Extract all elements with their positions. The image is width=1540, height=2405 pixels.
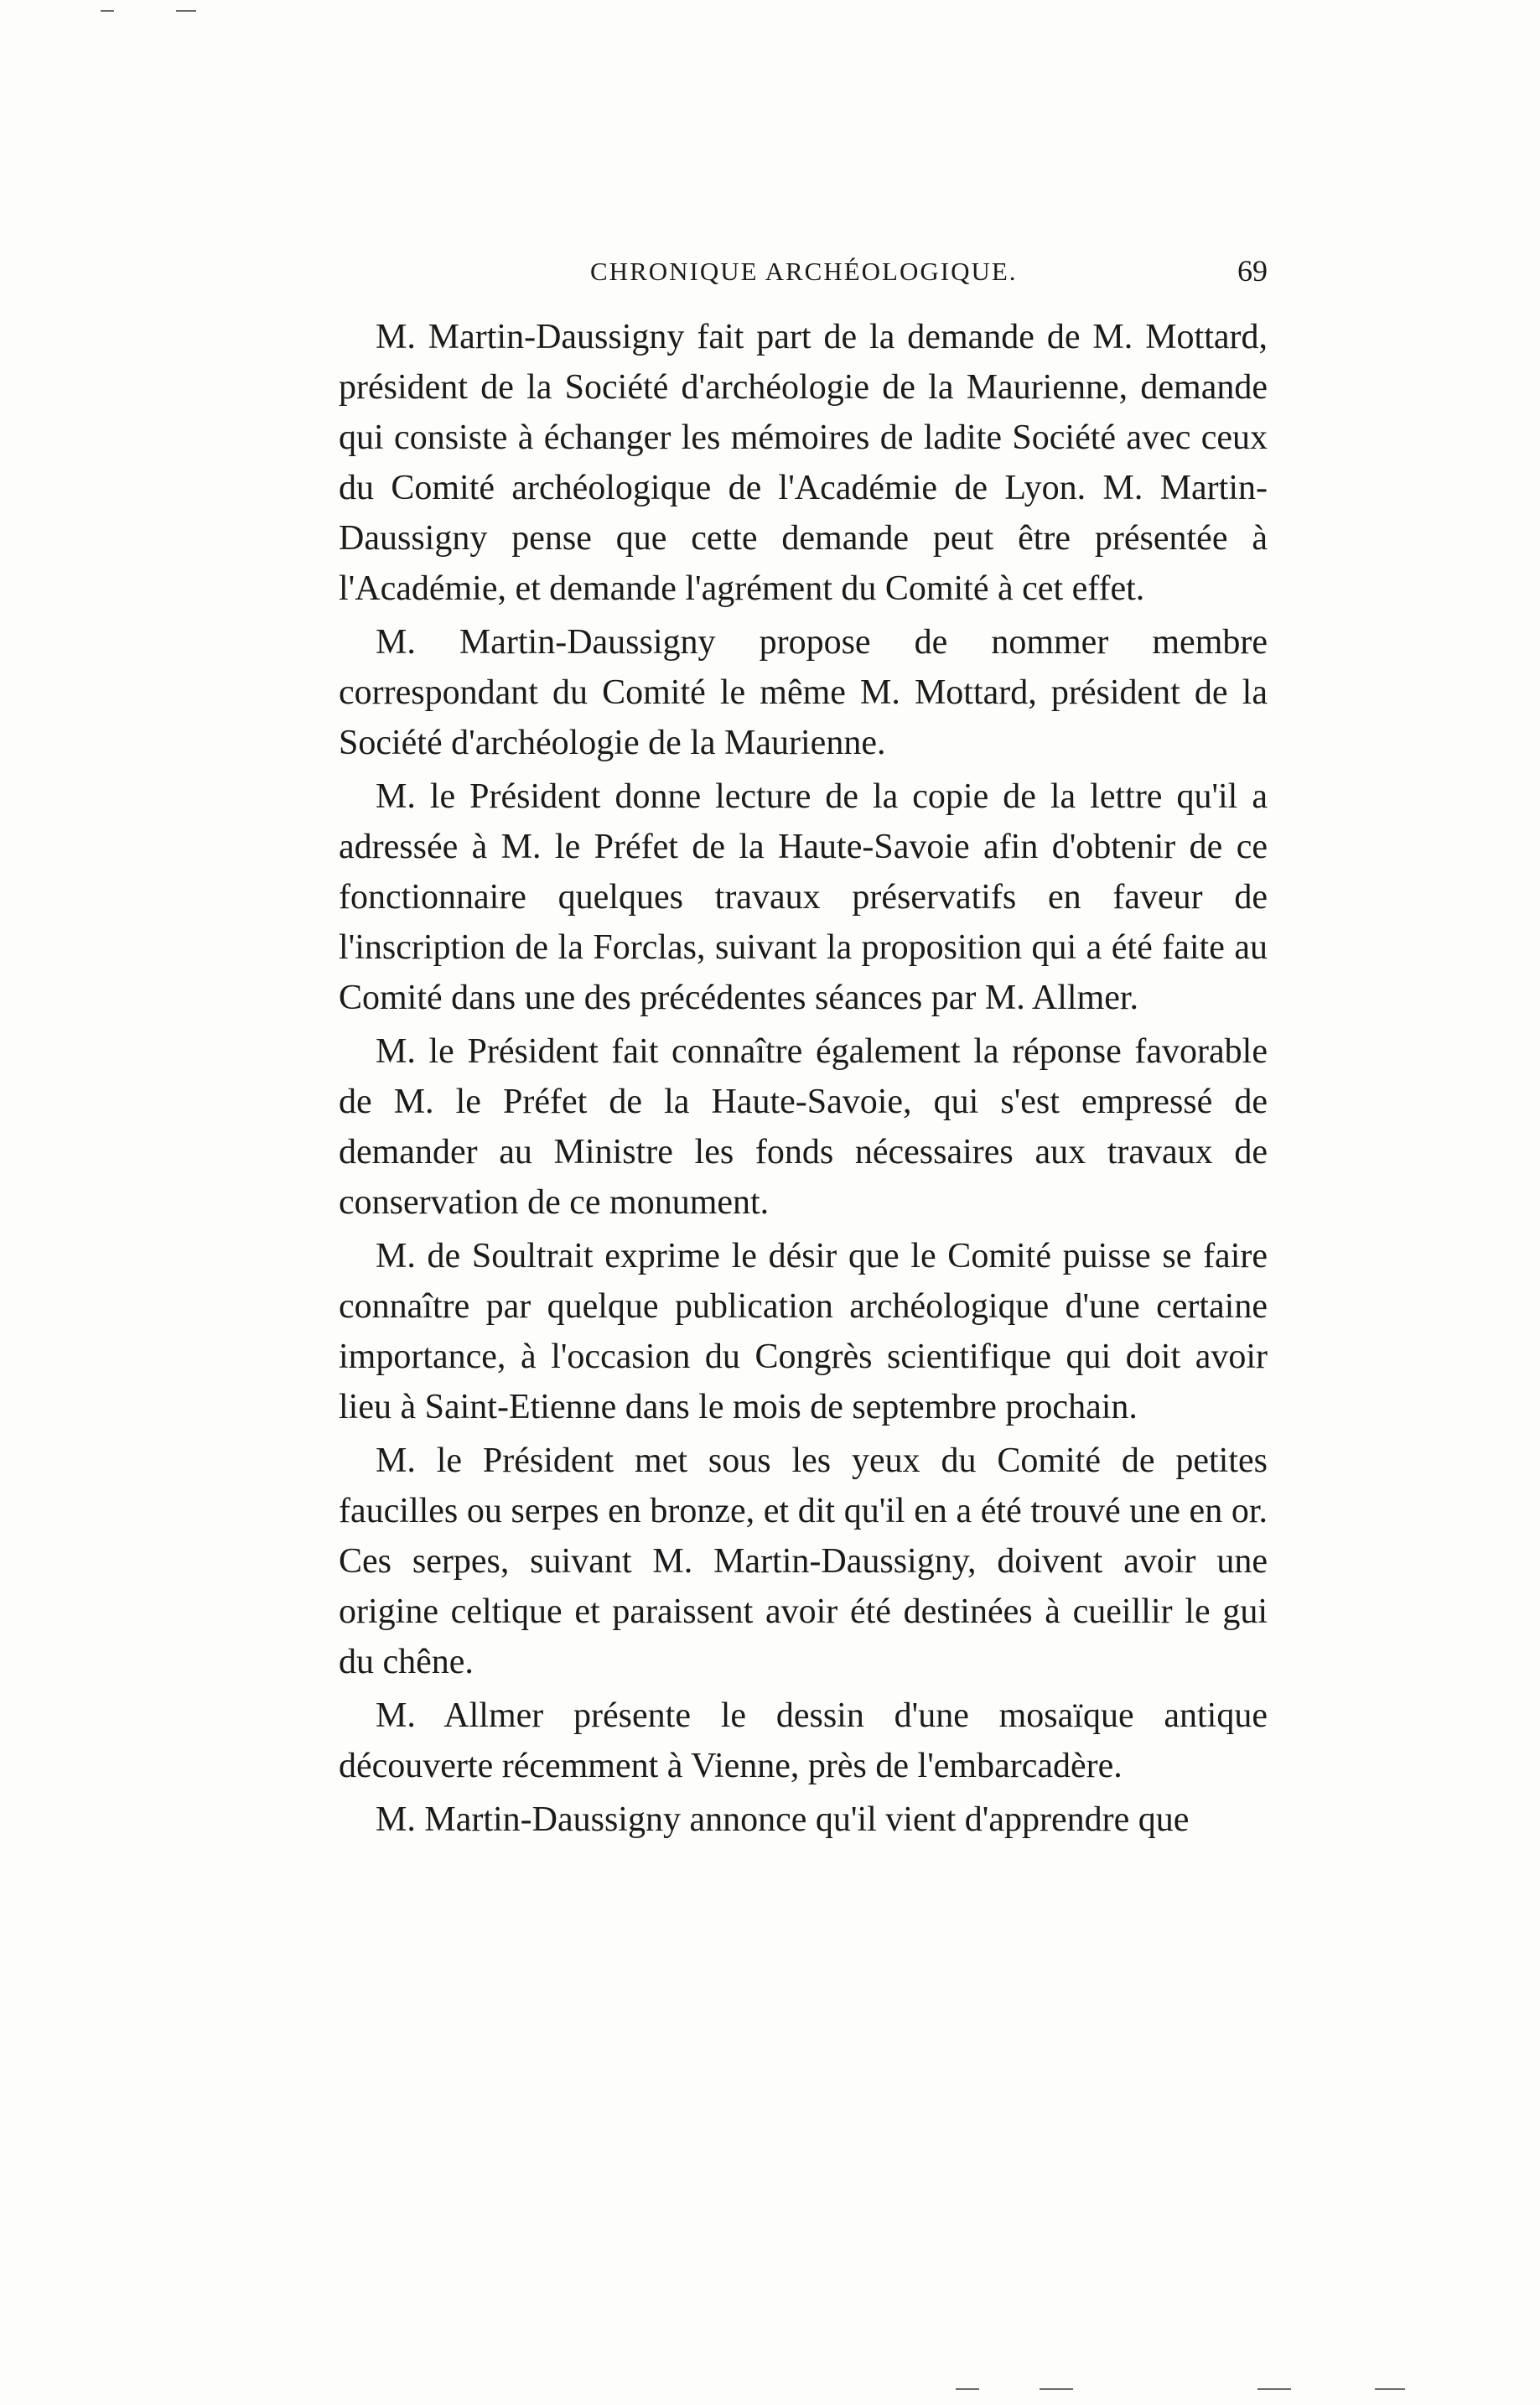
paragraph: M. le Président fait connaître également la réponse favorable de M. le Préfet de la Haute-Savoie, qui s'est empressé de demander au Ministre les fonds nécessaires aux travaux de conservation de ce monument. [339, 1032, 1268, 1222]
paragraph: M. Martin-Daussigny fait part de la demande de M. Mottard, président de la Société d'archéologie de la Maurienne, demande qui consiste à échanger les mémoires de ladite Société avec ceux du Comité archéologique de l'Académie de Lyon. M. Martin-Daussigny pense que cette demande peut être présentée à l'Académie, et demande l'agrément du Comité à cet effet. [339, 318, 1268, 608]
scan-mark [101, 10, 114, 12]
scan-mark [1375, 2388, 1405, 2390]
scan-mark [956, 2388, 979, 2390]
paragraph: M. le Président donne lecture de la copie de la lettre qu'il a adressée à M. le Préfet de la Haute-Savoie afin d'obtenir de ce fonctionnaire quelques travaux préservatifs en faveur de l'inscription de la Forclas, suivant la proposition qui a été faite au Comité dans une des précédentes séances par M. Allmer. [339, 777, 1268, 1017]
scan-mark [1040, 2388, 1073, 2390]
paragraph: M. Martin-Daussigny propose de nommer membre correspondant du Comité le même M. Mottard, président de la Société d'archéologie de la Maurienne. [339, 623, 1268, 762]
paragraph: M. le Président met sous les yeux du Comité de petites faucilles ou serpes en bronze, et dit qu'il en a été trouvé une en or. Ces serpes, suivant M. Martin-Daussigny, doivent avoir une origine celtique et paraissent avoir été destinées à cueillir le gui du chêne. [339, 1441, 1268, 1681]
running-title: CHRONIQUE ARCHÉOLOGIQUE. [590, 257, 1018, 286]
scan-mark [176, 10, 196, 12]
paragraph: M. Allmer présente le dessin d'une mosaïque antique découverte récemment à Vienne, près de l'embarcadère. [339, 1696, 1268, 1785]
paragraph: M. de Soultrait exprime le désir que le Comité puisse se faire connaître par quelque publication archéologique d'une certaine importance, à l'occasion du Congrès scientifique qui doit avoir lieu à Saint-Etienne dans le mois de septembre prochain. [339, 1237, 1268, 1426]
scan-mark [1257, 2388, 1291, 2390]
paragraph: M. Martin-Daussigny annonce qu'il vient d'apprendre que [376, 1800, 1190, 1839]
running-head [339, 254, 1268, 299]
body-text [339, 312, 1268, 1848]
page-number: 69 [1237, 254, 1268, 288]
